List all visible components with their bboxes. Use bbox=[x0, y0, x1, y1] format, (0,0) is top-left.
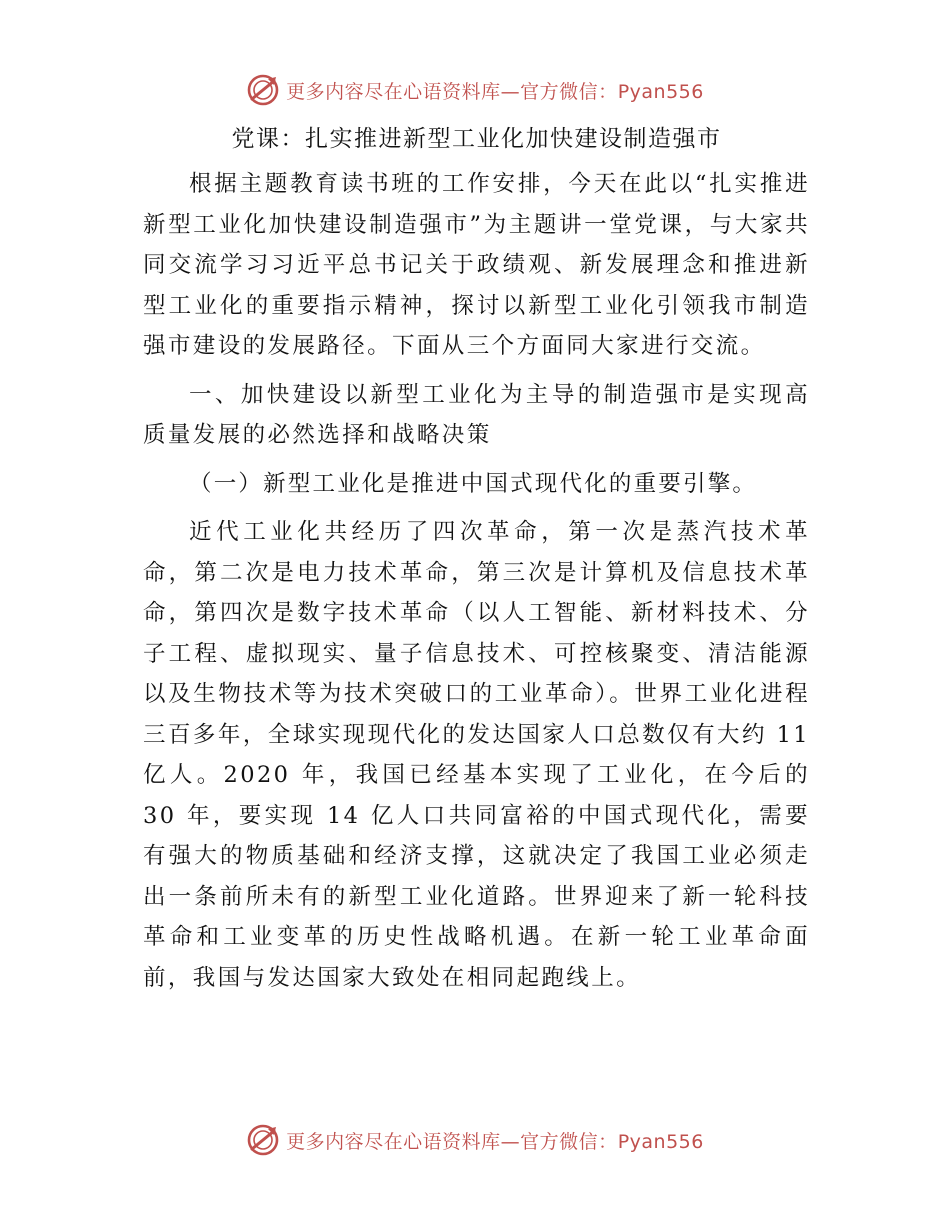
footer-banner-main-text: 更多内容尽在心语资料库 bbox=[286, 1130, 501, 1153]
footer-banner bbox=[0, 1120, 950, 1160]
footer-banner-contact-value: Pyan556 bbox=[617, 1130, 704, 1153]
banner-separator: — bbox=[500, 80, 521, 103]
banner-content bbox=[246, 73, 704, 107]
footer-banner-content bbox=[246, 1123, 704, 1157]
document-body bbox=[143, 120, 810, 1006]
banner-contact-label: 官方微信： bbox=[520, 80, 618, 103]
document-title: 党课：扎实推进新型工业化加快建设制造强市 bbox=[231, 126, 722, 152]
banner-main-text: 更多内容尽在心语资料库 bbox=[286, 80, 501, 103]
seal-logo-icon bbox=[246, 1123, 280, 1157]
subsection-heading-1: （一）新型工业化是推进中国式现代化的重要引擎。 bbox=[189, 470, 758, 497]
banner-contact-value: Pyan556 bbox=[617, 80, 704, 103]
banner-text bbox=[286, 77, 704, 104]
footer-banner-contact-label: 官方微信： bbox=[520, 1130, 618, 1153]
footer-banner-separator: — bbox=[500, 1130, 521, 1153]
header-banner bbox=[0, 70, 950, 110]
seal-logo-icon bbox=[246, 73, 280, 107]
footer-banner-text bbox=[286, 1127, 704, 1154]
body-paragraph: 近代工业化共经历了四次革命，第一次是蒸汽技术革命，第二次是电力技术革命，第三次是计算机及信息技术革命，第四次是数字技术革命（以人工智能、新材料技术、分子工程、虚拟现实、量子信息技术、可控核聚变、清洁能源以及生物技术等为技术突破口的工业革命）。世界工业化进程三百多年，全球实现现代化的发达国家人口总数仅有大约 11 亿人。2020 年，我国已经基本实现了工业化，在今后的 30 年，要实现 14 亿人口共同富裕的中国式现代化，需要有强大的物质基础和经济支撑，这就决定了我国工业必须走出一条前所未有的新型工业化道路。世界迎来了新一轮科技革命和工业变革的历史性战略机遇。在新一轮工业革命面前，我国与发达国家大致处在相同起跑线上。 bbox=[143, 519, 810, 991]
intro-paragraph: 根据主题教育读书班的工作安排，今天在此以“扎实推进新型工业化加快建设制造强市”为主题讲一堂党课，与大家共同交流学习习近平总书记关于政绩观、新发展理念和推进新型工业化的重要指示精神，探讨以新型工业化引领我市制造强市建设的发展路径。下面从三个方面同大家进行交流。 bbox=[143, 171, 810, 359]
section-heading-1: 一、加快建设以新型工业化为主导的制造强市是实现高质量发展的必然选择和战略决策 bbox=[143, 381, 810, 448]
